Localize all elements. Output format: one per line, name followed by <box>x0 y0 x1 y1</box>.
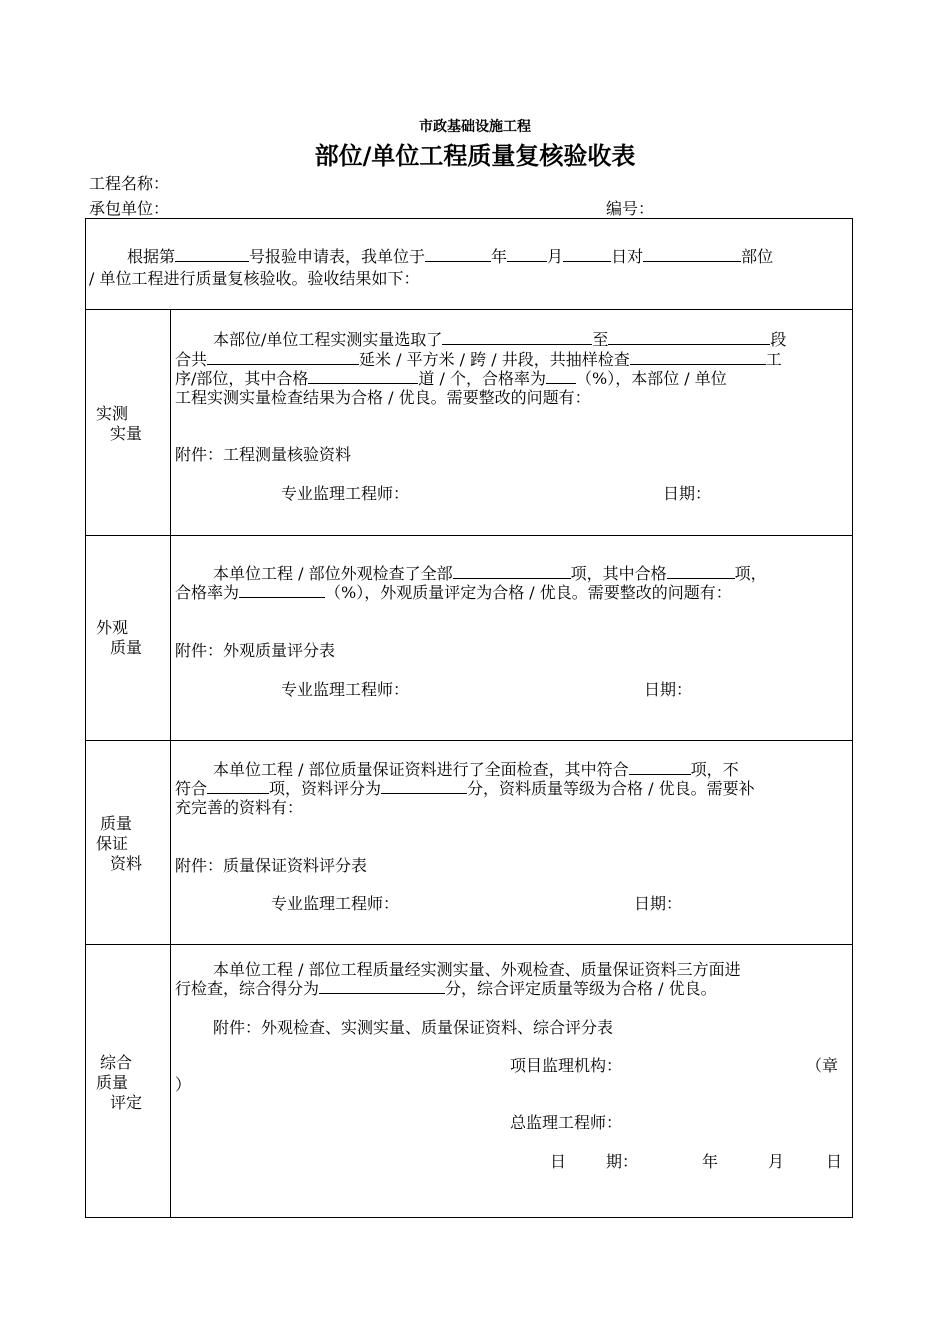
label-text: 外观 <box>96 618 129 637</box>
section-label-appearance <box>110 638 142 658</box>
label-text: 实量 <box>110 424 143 443</box>
measurement-text: 本部位/单位工程实测实量选取了 <box>213 330 443 349</box>
chief-engineer-label: 总监理工程师： <box>510 1113 623 1132</box>
sampled-count-blank[interactable] <box>630 348 766 365</box>
to-section-blank[interactable] <box>608 328 770 345</box>
documentation-line-3: 充完善的资料有： <box>175 798 304 817</box>
measurement-text: （%），本部位 / 单位 <box>575 369 727 388</box>
section-label-measurement <box>96 404 128 424</box>
appearance-line-2 <box>175 580 732 603</box>
overall-attachment: 附件：外观检查、实测实量、质量保证资料、综合评分表 <box>213 1018 614 1037</box>
intro-text: 部位 <box>741 247 774 266</box>
section-label-measurement <box>110 424 142 444</box>
seal-close: ） <box>175 1075 192 1094</box>
overall-line-1: 本单位工程 / 部位工程质量经实测实量、外观检查、质量保证资料三方面进 <box>213 960 741 979</box>
month-blank[interactable] <box>507 245 547 262</box>
column-divider <box>170 309 171 1217</box>
measurement-line-4: 工程实测实量检查结果为合格 / 优良。需要整改的问题有： <box>175 388 591 407</box>
overall-day-label: 日 <box>826 1152 843 1171</box>
documentation-engineer-label: 专业监理工程师： <box>271 894 400 913</box>
documentation-text: 项，资料评分为 <box>269 779 382 798</box>
appearance-text: 合格率为 <box>175 583 240 602</box>
section-label-documentation <box>96 834 128 854</box>
measurement-text: 延米 / 平方米 / 跨 / 井段，共抽样检查 <box>359 350 630 369</box>
overall-score-blank[interactable] <box>319 977 445 994</box>
label-text: 质量 <box>96 1073 129 1092</box>
from-section-blank[interactable] <box>442 328 592 345</box>
row-divider <box>85 944 853 945</box>
part-blank[interactable] <box>643 245 741 262</box>
measurement-text: 至 <box>592 330 609 349</box>
contractor-label: 承包单位： <box>89 199 170 218</box>
noncompliant-items-blank[interactable] <box>207 777 269 794</box>
seal-open: （章 <box>806 1056 839 1075</box>
table-border-bottom <box>85 1217 853 1218</box>
measurement-text: 合共 <box>175 350 208 369</box>
intro-line-2: / 单位工程进行质量复核验收。验收结果如下： <box>89 269 420 288</box>
overall-line-2 <box>175 976 717 999</box>
inspected-items-blank[interactable] <box>453 562 571 579</box>
label-text: 综合 <box>100 1053 133 1072</box>
form-subtitle: 市政基础设施工程 <box>419 119 531 135</box>
appearance-text: 本单位工程 / 部位外观检查了全部 <box>213 564 453 583</box>
table-border-left <box>85 218 86 1218</box>
measurement-text: 工 <box>765 350 782 369</box>
appearance-pass-rate-blank[interactable] <box>239 581 325 598</box>
documentation-date-label: 日期： <box>634 894 683 913</box>
passed-items-blank[interactable] <box>667 562 735 579</box>
appearance-date-label: 日期： <box>644 680 693 699</box>
intro-text: 日对 <box>611 247 644 266</box>
intro-text: 年 <box>491 247 508 266</box>
project-name-label: 工程名称： <box>89 174 170 193</box>
documentation-text: 符合 <box>175 779 208 798</box>
appearance-text: （%），外观质量评定为合格 / 优良。需要整改的问题有： <box>325 583 732 602</box>
measurement-engineer-label: 专业监理工程师： <box>281 484 410 503</box>
row-divider <box>85 535 853 536</box>
overall-text: 分，综合评定质量等级为合格 / 优良。 <box>445 979 717 998</box>
overall-month-label: 月 <box>768 1152 785 1171</box>
pass-rate-blank[interactable] <box>546 367 576 384</box>
measurement-date-label: 日期： <box>663 484 712 503</box>
measurement-text: 段 <box>770 330 787 349</box>
day-blank[interactable] <box>563 245 611 262</box>
form-title: 部位/单位工程质量复核验收表 <box>314 142 636 170</box>
intro-text: 月 <box>547 247 564 266</box>
label-text: 资料 <box>110 854 143 873</box>
measurement-text: 道 / 个，合格率为 <box>418 369 546 388</box>
label-text: 实测 <box>96 404 129 423</box>
table-border-top <box>85 218 853 219</box>
report-number-blank[interactable] <box>175 245 249 262</box>
overall-text: 行检查，综合得分为 <box>175 979 320 998</box>
year-blank[interactable] <box>425 245 491 262</box>
compliant-items-blank[interactable] <box>629 758 691 775</box>
documentation-text: 项，不 <box>690 760 739 779</box>
supervision-agency-label: 项目监理机构： <box>510 1056 623 1075</box>
appearance-text: 项， <box>734 564 767 583</box>
total-length-blank[interactable] <box>207 348 359 365</box>
appearance-engineer-label: 专业监理工程师： <box>281 680 410 699</box>
table-border-right <box>852 218 853 1218</box>
intro-text: 号报验申请表，我单位于 <box>249 247 426 266</box>
overall-year-label: 年 <box>702 1152 719 1171</box>
documentation-text: 本单位工程 / 部位质量保证资料进行了全面检查，其中符合 <box>213 760 629 779</box>
row-divider <box>85 740 853 741</box>
section-label-documentation <box>110 854 142 874</box>
intro-line-1 <box>127 244 773 267</box>
label-text: 质量 <box>110 638 143 657</box>
appearance-attachment: 附件：外观质量评分表 <box>175 641 336 660</box>
number-label: 编号： <box>606 199 655 218</box>
label-text: 评定 <box>110 1093 143 1112</box>
documentation-score-blank[interactable] <box>381 777 467 794</box>
label-text: 保证 <box>96 834 129 853</box>
appearance-text: 项，其中合格 <box>570 564 667 583</box>
documentation-text: 分，资料质量等级为合格 / 优良。需要补 <box>467 779 755 798</box>
section-label-documentation <box>100 814 132 834</box>
measurement-text: 序/部位，其中合格 <box>175 369 309 388</box>
section-label-overall <box>100 1053 132 1073</box>
section-label-overall <box>96 1073 128 1093</box>
section-label-appearance <box>96 618 128 638</box>
measurement-attachment: 附件：工程测量核验资料 <box>175 445 352 464</box>
row-divider <box>85 309 853 310</box>
overall-date-label: 日 <box>550 1152 567 1171</box>
label-text: 质量 <box>100 814 133 833</box>
intro-text: 根据第 <box>127 247 176 266</box>
documentation-attachment: 附件：质量保证资料评分表 <box>175 856 368 875</box>
section-label-overall <box>110 1093 142 1113</box>
overall-date-label: 期： <box>606 1152 639 1171</box>
passed-count-blank[interactable] <box>308 367 418 384</box>
